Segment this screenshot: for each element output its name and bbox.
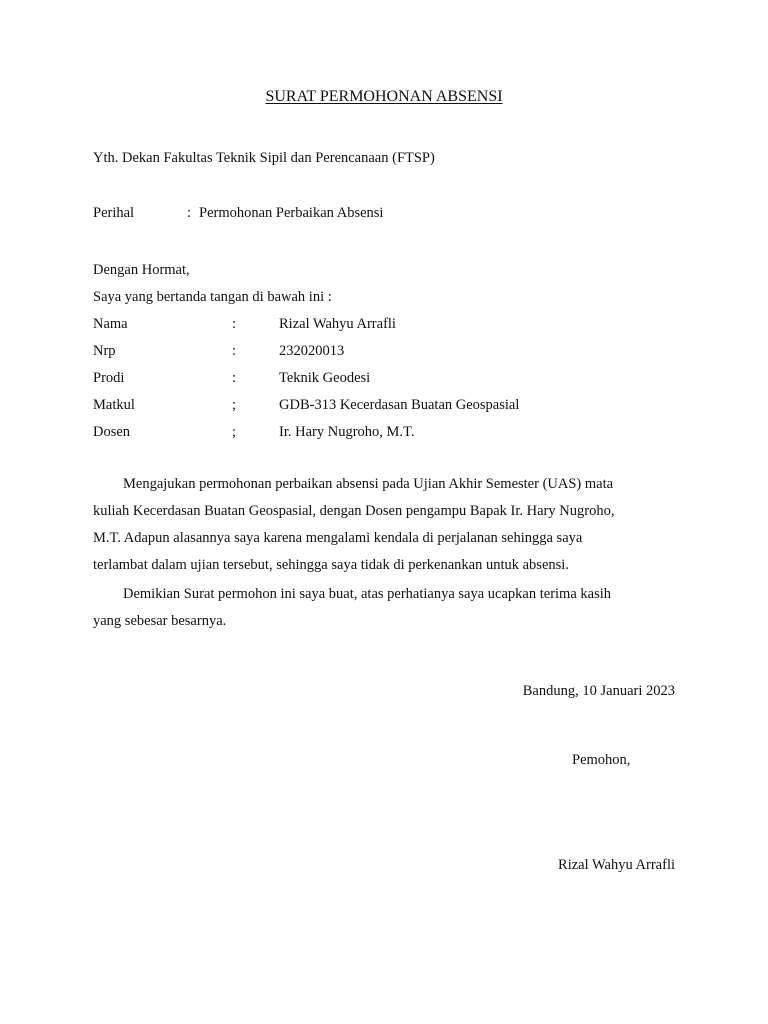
- paragraph-line: M.T. Adapun alasannya saya karena mengalami kendala di perjalanan sehingga saya: [93, 530, 583, 546]
- perihal-separator: :: [187, 205, 192, 221]
- detail-label-nama: Nama: [93, 316, 128, 332]
- paragraph-line: Demikian Surat permohon ini saya buat, atas perhatianya saya ucapkan terima kasih: [123, 586, 612, 602]
- detail-separator: ;: [232, 424, 237, 440]
- signer-name: Rizal Wahyu Arrafli: [558, 857, 675, 873]
- detail-value-dosen: Ir. Hary Nugroho, M.T.: [279, 424, 415, 440]
- perihal-label: Perihal: [93, 205, 135, 221]
- detail-value-prodi: Teknik Geodesi: [279, 370, 371, 386]
- body-paragraph-2: [93, 581, 676, 635]
- greeting: Dengan Hormat,: [93, 262, 190, 278]
- intro-line: Saya yang bertanda tangan di bawah ini :: [93, 289, 332, 305]
- paragraph-line: Mengajukan permohonan perbaikan absensi pada Ujian Akhir Semester (UAS) mata: [123, 476, 614, 492]
- detail-value-nama: Rizal Wahyu Arrafli: [279, 316, 396, 332]
- place-date: Bandung, 10 Januari 2023: [522, 683, 675, 699]
- detail-label-nrp: Nrp: [93, 343, 116, 359]
- detail-separator: :: [232, 370, 237, 386]
- detail-separator: :: [232, 343, 237, 359]
- perihal-value: Permohonan Perbaikan Absensi: [199, 205, 384, 221]
- detail-separator: :: [232, 316, 237, 332]
- letter-title: SURAT PERMOHONAN ABSENSI: [265, 88, 503, 105]
- detail-label-prodi: Prodi: [93, 370, 125, 386]
- paragraph-line: kuliah Kecerdasan Buatan Geospasial, dengan Dosen pengampu Bapak Ir. Hary Nugroho,: [93, 503, 615, 519]
- body-paragraph-1: [93, 471, 676, 579]
- paragraph-line: yang sebesar besarnya.: [93, 613, 227, 629]
- detail-label-matkul: Matkul: [93, 397, 135, 413]
- paragraph-line: terlambat dalam ujian tersebut, sehingga saya tidak di perkenankan untuk absensi.: [93, 557, 569, 573]
- detail-label-dosen: Dosen: [93, 424, 131, 440]
- applicant-label: Pemohon,: [572, 752, 631, 768]
- recipient-line: Yth. Dekan Fakultas Teknik Sipil dan Perencanaan (FTSP): [93, 150, 435, 166]
- detail-separator: ;: [232, 397, 237, 413]
- detail-value-matkul: GDB-313 Kecerdasan Buatan Geospasial: [279, 397, 520, 413]
- detail-value-nrp: 232020013: [279, 343, 345, 359]
